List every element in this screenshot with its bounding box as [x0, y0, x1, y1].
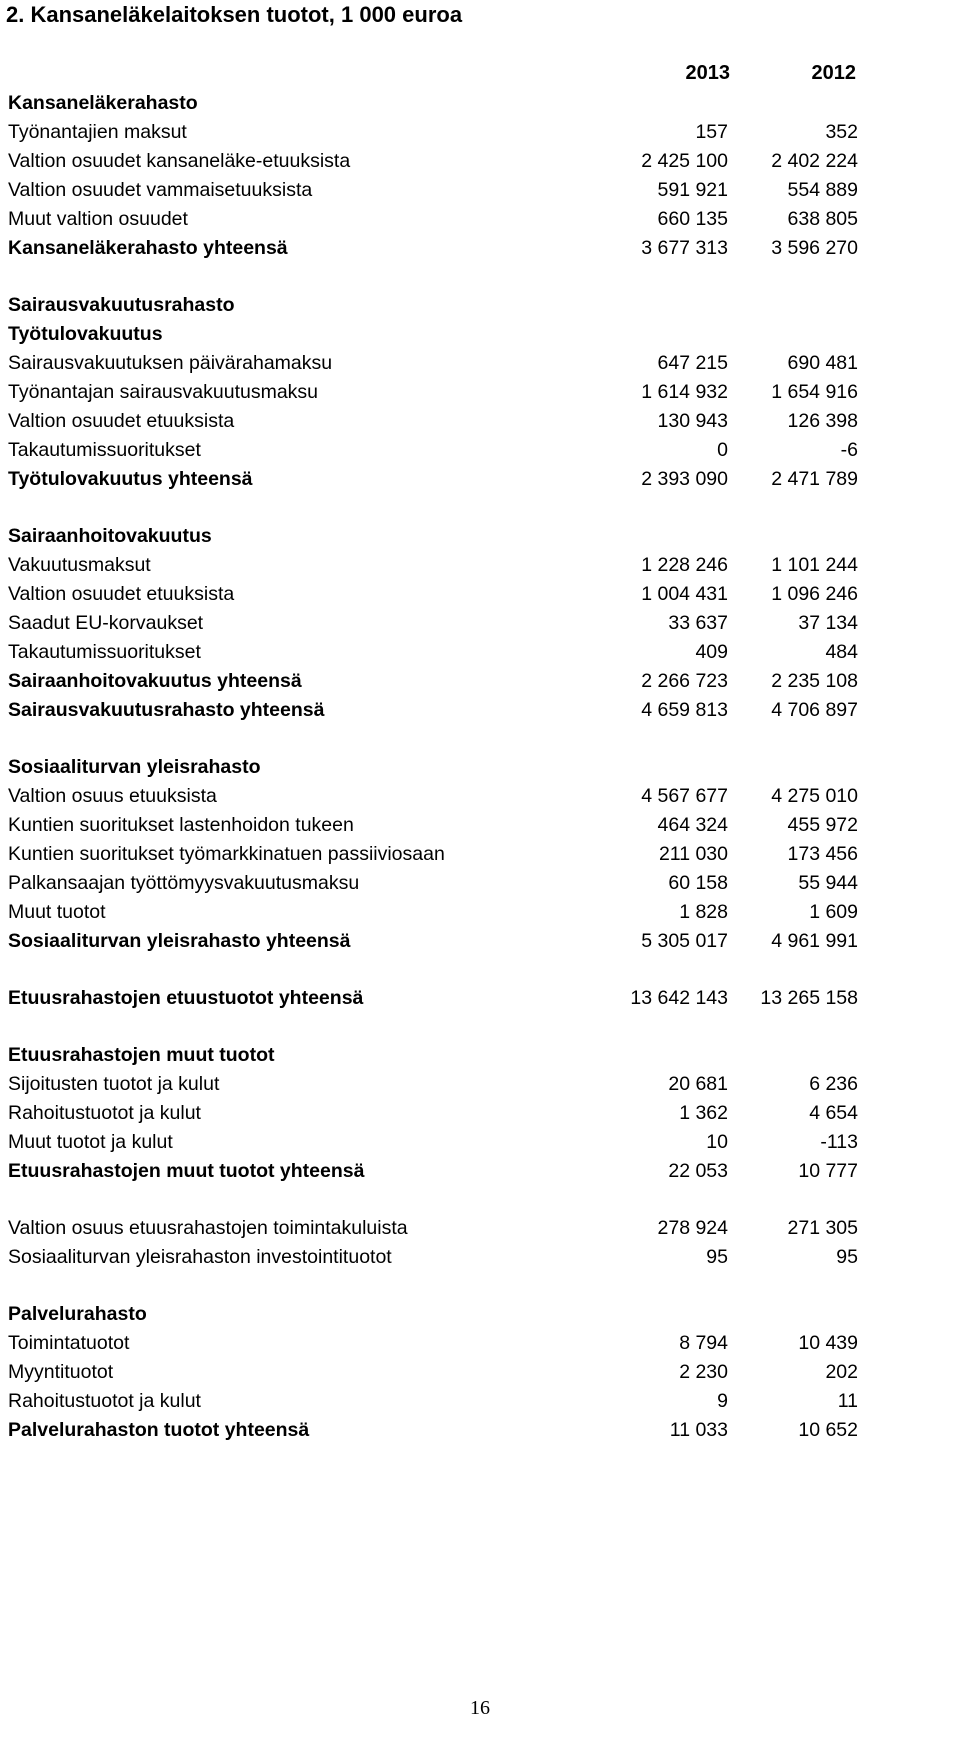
value-2012: 1 654 916	[771, 381, 858, 403]
row-label: Saadut EU-korvaukset	[8, 612, 204, 634]
row-label: Sairausvakuutusrahasto	[8, 294, 235, 316]
table-row	[0, 1041, 960, 1070]
value-2013: 660 135	[657, 208, 728, 230]
table-row	[0, 840, 960, 869]
value-2012: 10 439	[798, 1332, 858, 1354]
value-2013: 464 324	[657, 814, 728, 836]
spacer-row	[0, 956, 960, 984]
value-2012: 1 609	[809, 901, 858, 923]
row-label: Muut tuotot	[8, 901, 106, 923]
row-label: Työtulovakuutus	[8, 323, 163, 345]
value-2012: -113	[820, 1131, 858, 1153]
value-2012: 2 235 108	[771, 670, 858, 692]
value-2013: 1 614 932	[641, 381, 728, 403]
row-label: Rahoitustuotot ja kulut	[8, 1102, 201, 1124]
row-label: Takautumissuoritukset	[8, 641, 201, 663]
row-label: Etuusrahastojen etuustuotot yhteensä	[8, 987, 364, 1009]
row-label: Työnantajien maksut	[8, 121, 187, 143]
value-2012: 13 265 158	[760, 987, 858, 1009]
table-row	[0, 869, 960, 898]
value-2012: 1 101 244	[771, 554, 858, 576]
table-row	[0, 1214, 960, 1243]
table-row	[0, 898, 960, 927]
value-2013: 95	[706, 1246, 728, 1268]
row-label: Myyntituotot	[8, 1361, 114, 1383]
value-2012: 554 889	[787, 179, 858, 201]
spacer-row	[0, 725, 960, 753]
value-2013: 2 230	[679, 1361, 728, 1383]
value-2013: 157	[695, 121, 728, 143]
column-headers	[0, 58, 960, 88]
table-row	[0, 696, 960, 725]
value-2012: 271 305	[787, 1217, 858, 1239]
table-row	[0, 1358, 960, 1387]
table-row	[0, 1416, 960, 1445]
table-row	[0, 522, 960, 551]
value-2013: 278 924	[657, 1217, 728, 1239]
value-2012: 2 402 224	[771, 150, 858, 172]
value-2012: 10 777	[798, 1160, 858, 1182]
row-label: Valtion osuus etuuksista	[8, 785, 217, 807]
spacer-row	[0, 494, 960, 522]
table-row	[0, 753, 960, 782]
value-2013: 2 266 723	[641, 670, 728, 692]
table-row	[0, 1099, 960, 1128]
table-row	[0, 580, 960, 609]
income-table	[0, 89, 960, 1445]
table-row	[0, 1070, 960, 1099]
table-row	[0, 984, 960, 1013]
value-2013: 9	[717, 1390, 728, 1412]
value-2012: 126 398	[787, 410, 858, 432]
spacer-row	[0, 1186, 960, 1214]
row-label: Valtion osuudet kansaneläke-etuuksista	[8, 150, 351, 172]
row-label: Sijoitusten tuotot ja kulut	[8, 1073, 220, 1095]
row-label: Sairaanhoitovakuutus yhteensä	[8, 670, 302, 692]
value-2012: 37 134	[798, 612, 858, 634]
table-row	[0, 638, 960, 667]
table-row	[0, 118, 960, 147]
row-label: Palvelurahasto	[8, 1303, 147, 1325]
value-2013: 2 393 090	[641, 468, 728, 490]
table-row	[0, 176, 960, 205]
table-row	[0, 811, 960, 840]
table-row	[0, 1128, 960, 1157]
row-label: Etuusrahastojen muut tuotot yhteensä	[8, 1160, 365, 1182]
value-2013: 2 425 100	[641, 150, 728, 172]
value-2013: 0	[717, 439, 728, 461]
value-2012: 352	[825, 121, 858, 143]
row-label: Palvelurahaston tuotot yhteensä	[8, 1419, 310, 1441]
value-2012: 55 944	[798, 872, 858, 894]
value-2013: 5 305 017	[641, 930, 728, 952]
spacer-row	[0, 1013, 960, 1041]
row-label: Muut tuotot ja kulut	[8, 1131, 173, 1153]
value-2012: 638 805	[787, 208, 858, 230]
value-2012: 4 961 991	[771, 930, 858, 952]
value-2012: 10 652	[798, 1419, 858, 1441]
table-row	[0, 89, 960, 118]
table-row	[0, 551, 960, 580]
value-2012: 4 706 897	[771, 699, 858, 721]
value-2013: 647 215	[657, 352, 728, 374]
table-row	[0, 1300, 960, 1329]
table-row	[0, 234, 960, 263]
value-2013: 591 921	[657, 179, 728, 201]
table-row	[0, 1387, 960, 1416]
value-2013: 10	[706, 1131, 728, 1153]
table-row	[0, 465, 960, 494]
value-2012: -6	[840, 439, 858, 461]
value-2012: 2 471 789	[771, 468, 858, 490]
row-label: Valtion osuus etuusrahastojen toimintakuluista	[8, 1217, 408, 1239]
table-row	[0, 1157, 960, 1186]
value-2012: 3 596 270	[771, 237, 858, 259]
value-2013: 60 158	[668, 872, 728, 894]
row-label: Kansaneläkerahasto yhteensä	[8, 237, 288, 259]
table-row	[0, 609, 960, 638]
row-label: Sairausvakuutusrahasto yhteensä	[8, 699, 325, 721]
row-label: Sairaanhoitovakuutus	[8, 525, 212, 547]
value-2013: 13 642 143	[630, 987, 728, 1009]
table-row	[0, 407, 960, 436]
row-label: Valtion osuudet etuuksista	[8, 410, 235, 432]
row-label: Muut valtion osuudet	[8, 208, 188, 230]
row-label: Kuntien suoritukset työmarkkinatuen passiiviosaan	[8, 843, 445, 865]
value-2012: 455 972	[787, 814, 858, 836]
value-2013: 20 681	[668, 1073, 728, 1095]
value-2012: 4 275 010	[771, 785, 858, 807]
table-row	[0, 147, 960, 176]
row-label: Sosiaaliturvan yleisrahasto yhteensä	[8, 930, 351, 952]
row-label: Kansaneläkerahasto	[8, 92, 198, 114]
row-label: Sairausvakuutuksen päivärahamaksu	[8, 352, 333, 374]
value-2012: 202	[825, 1361, 858, 1383]
value-2013: 1 828	[679, 901, 728, 923]
value-2013: 4 567 677	[641, 785, 728, 807]
row-label: Työnantajan sairausvakuutusmaksu	[8, 381, 319, 403]
value-2012: 1 096 246	[771, 583, 858, 605]
table-row	[0, 205, 960, 234]
spacer-row	[0, 263, 960, 291]
value-2013: 11 033	[669, 1419, 728, 1441]
value-2012: 690 481	[787, 352, 858, 374]
table-row	[0, 436, 960, 465]
spacer-row	[0, 1272, 960, 1300]
value-2013: 33 637	[668, 612, 728, 634]
table-row	[0, 291, 960, 320]
row-label: Valtion osuudet etuuksista	[8, 583, 235, 605]
value-2013: 22 053	[668, 1160, 728, 1182]
row-label: Palkansaajan työttömyysvakuutusmaksu	[8, 872, 360, 894]
value-2012: 484	[825, 641, 858, 663]
row-label: Sosiaaliturvan yleisrahasto	[8, 756, 261, 778]
value-2013: 3 677 313	[641, 237, 728, 259]
value-2013: 130 943	[657, 410, 728, 432]
row-label: Työtulovakuutus yhteensä	[8, 468, 253, 490]
value-2013: 4 659 813	[641, 699, 728, 721]
value-2013: 409	[695, 641, 728, 663]
value-2012: 4 654	[809, 1102, 858, 1124]
value-2012: 11	[837, 1390, 858, 1412]
table-row	[0, 320, 960, 349]
row-label: Takautumissuoritukset	[8, 439, 201, 461]
value-2013: 1 004 431	[641, 583, 728, 605]
row-label: Vakuutusmaksut	[8, 554, 151, 576]
value-2012: 95	[836, 1246, 858, 1268]
value-2012: 6 236	[809, 1073, 858, 1095]
value-2013: 1 362	[679, 1102, 728, 1124]
value-2013: 1 228 246	[641, 554, 728, 576]
row-label: Valtion osuudet vammaisetuuksista	[8, 179, 313, 201]
value-2012: 173 456	[787, 843, 858, 865]
page-number: 16	[470, 1697, 490, 1719]
row-label: Etuusrahastojen muut tuotot	[8, 1044, 275, 1066]
row-label: Kuntien suoritukset lastenhoidon tukeen	[8, 814, 354, 836]
page-title: 2. Kansaneläkelaitoksen tuotot, 1 000 euroa	[6, 2, 463, 27]
value-2013: 8 794	[679, 1332, 728, 1354]
value-2013: 211 030	[658, 843, 728, 865]
row-label: Sosiaaliturvan yleisrahaston investointituotot	[8, 1246, 392, 1268]
row-label: Toimintatuotot	[8, 1332, 130, 1354]
table-row	[0, 1243, 960, 1272]
row-label: Rahoitustuotot ja kulut	[8, 1390, 201, 1412]
table-row	[0, 378, 960, 407]
table-row	[0, 1329, 960, 1358]
table-row	[0, 667, 960, 696]
table-row	[0, 927, 960, 956]
table-row	[0, 349, 960, 378]
column-header-2013: 2013	[685, 62, 730, 84]
table-row	[0, 782, 960, 811]
column-header-2012: 2012	[811, 62, 856, 84]
